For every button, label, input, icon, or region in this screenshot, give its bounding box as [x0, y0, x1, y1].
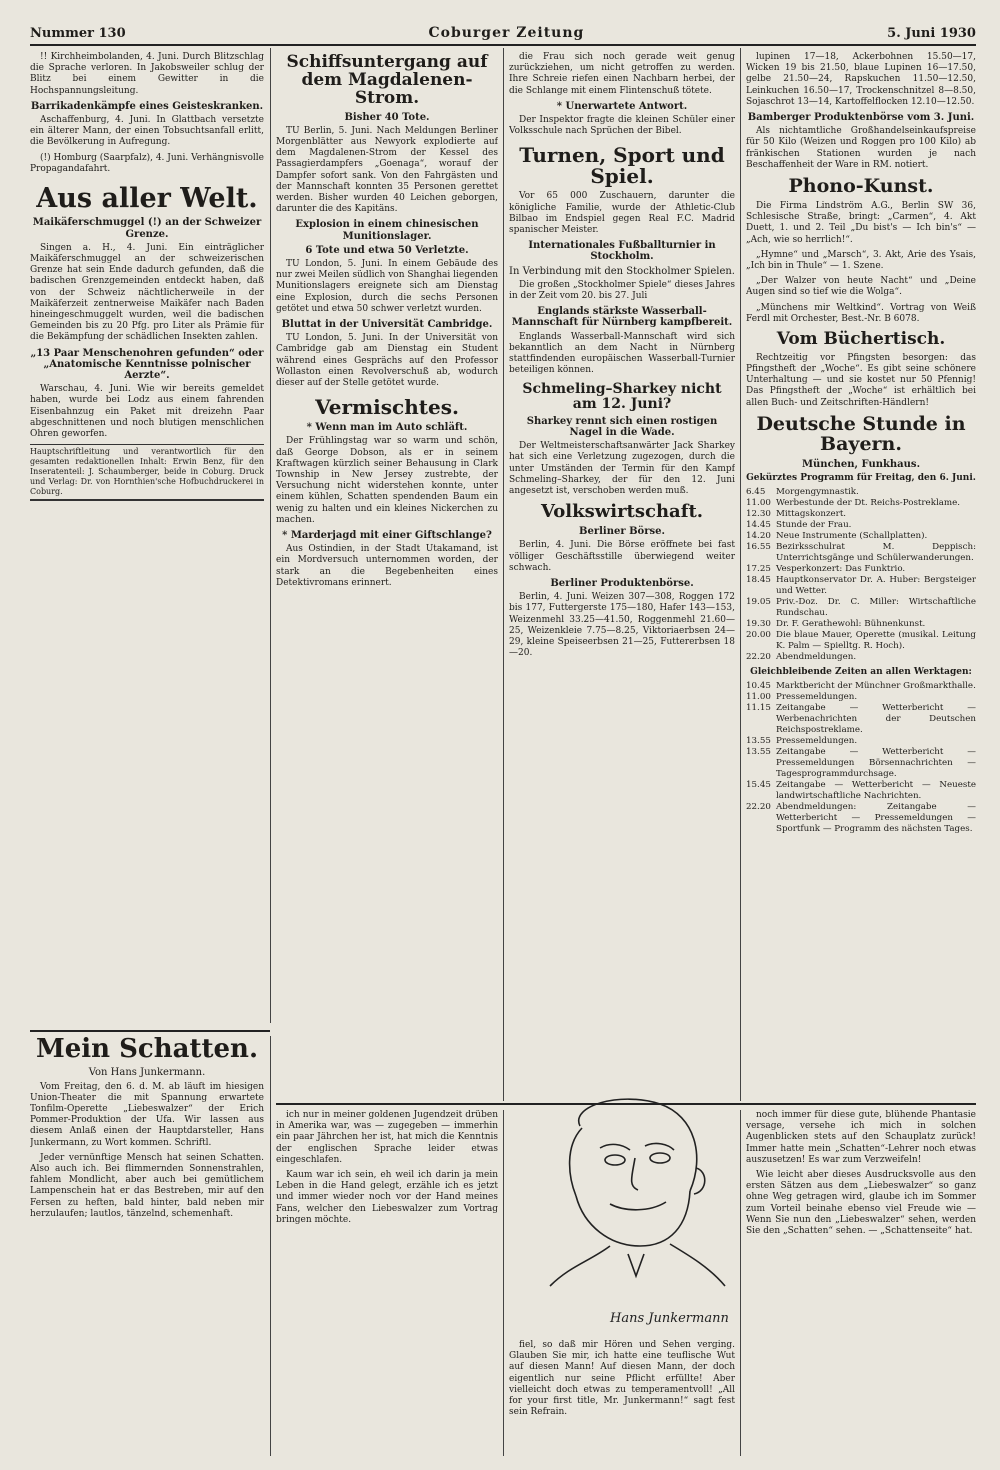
news-headline: Maikäferschmuggel (!) an der Schweizer Grenze. [32, 217, 262, 240]
schedule-time: 13.55 [746, 747, 771, 758]
column-rule [503, 1110, 504, 1456]
schedule-program: Abendmeldungen. [776, 652, 857, 663]
article-text: Englands Wasserball-Mannschaft wird sich bekanntlich an dem Nacht in Nürnberg stattfindenden europäischen Wasserball-Turnier beteiligen können. [509, 331, 735, 376]
schedule-program: Marktbericht der Münchner Großmarkthalle. [776, 681, 976, 692]
schedule-entry [746, 747, 976, 780]
issue-number: Nummer 130 [30, 25, 126, 41]
schedule-entry [746, 564, 976, 575]
schedule-time: 13.55 [746, 736, 771, 747]
section-title: Deutsche Stunde in Bayern. [756, 412, 966, 455]
news-headline: München, Funkhaus. [801, 458, 921, 470]
article-text: „Münchens mir Weltkind“. Vortrag von Weiß Ferdl mit Orchester, Best.-Nr. B 6078. [746, 302, 976, 324]
article-text: Kaum war ich sein, eh weil ich darin ja mein Leben in die Hand gelegt, erzähle ich es jetzt und immer wieder noch vor der Hand meines Fans, welcher den Liebeswalzer zum Vortrag bringen möchte. [276, 1170, 498, 1225]
schedule-entry [746, 652, 976, 663]
schedule-time: 11.15 [746, 703, 771, 714]
schedule-program: Zeitangabe — Wetterbericht — Neueste landwirtschaftliche Nachrichten. [776, 780, 976, 802]
schedule-entry [746, 681, 976, 692]
section-title: Phono-Kunst. [788, 175, 934, 198]
news-headline: 6 Tote und etwa 50 Verletzte. [305, 244, 469, 256]
news-headline: Bluttat in der Universität Cambridge. [281, 318, 493, 330]
column-rule [740, 1110, 741, 1456]
news-headline: Sharkey rennt sich einen rostigen Nagel in die Wade. [526, 415, 718, 439]
news-item: (!) Homburg (Saarpfalz), 4. Juni. Verhängnisvolle Propagandafahrt. [30, 152, 264, 174]
feuilleton-column-4 [746, 1110, 976, 1456]
schedule-entry [746, 498, 976, 509]
news-item: !! Kirchheimbolanden, 4. Juni. Durch Blitzschlag die Sprache verloren. In Jakobsweiler schlug der Blitz bei einem Gewitter in die Hochspannungsleitung. [30, 52, 264, 96]
section-title: Turnen, Sport und Spiel. [519, 143, 725, 189]
schedule-time: 6.45 [746, 487, 766, 498]
schedule-time: 22.20 [746, 652, 771, 663]
radio-schedule [746, 487, 976, 663]
article-text: Berlin, 4. Juni. Die Börse eröffnete bei fast völliger Geschäftsstille überwiegend weiter schwach. [509, 540, 735, 573]
news-headline: Berliner Produktenbörse. [550, 577, 694, 589]
schedule-entry [746, 597, 976, 619]
schedule-time: 15.45 [746, 780, 771, 791]
schedule-entry [746, 520, 976, 531]
schedule-program: Mittagskonzert. [776, 509, 847, 520]
imprint: Hauptschriftleitung und verantwortlich für den gesamten redaktionellen Inhalt: Erwin Benz, für den Inseratenteil: J. Schaumberger, beide in Coburg. Druck und Verlag: Dr. von Hornthien'sche Hofbuchdruckerei in Coburg. [30, 444, 264, 501]
schedule-program: Hauptkonservator Dr. A. Huber: Bergsteiger und Wetter. [776, 575, 976, 597]
news-item: Aschaffenburg, 4. Juni. In Glattbach versetzte ein älterer Mann, der einen Tobsuchtsanfall erlitt, die Bevölkerung in Aufregung. [30, 115, 264, 148]
schedule-program: Vesperkonzert: Das Funktrio. [776, 564, 906, 575]
column-2 [276, 52, 498, 1100]
news-subheadline: In Verbindung mit den Stockholmer Spielen. [509, 265, 735, 277]
schedule-program: Bezirksschulrat M. Deppisch: Unterrichtsgänge und Schülerwanderungen. [776, 542, 976, 564]
article-text: TU London, 5. Juni. In einem Gebäude des nur zwei Meilen südlich von Shanghai liegenden Munitionslagers ereignete sich am Dienstag eine Explosion, durch die sechs Personen getötet und etwa 50 schwer verletzt wurden. [276, 258, 498, 314]
article-text: Berlin, 4. Juni. Weizen 307—308, Roggen 172 bis 177, Futtergerste 175—180, Hafer 143—153, Weizenmehl 33.25—41.50, Roggenmehl 21.60—25, Weizenkleie 7.75—8.25, Viktoriaerbsen 24—29, kleine Speiseerbsen 21—25, Futtererbsen 18—20. [509, 592, 735, 659]
schedule-entry [746, 780, 976, 802]
schedule-entry [746, 736, 976, 747]
schedule-entry [746, 531, 976, 542]
article-text: Vom Freitag, den 6. d. M. ab läuft im hiesigen Union-Theater die mit Spannung erwartete Tonfilm-Operette „Liebeswalzer“ der Erich Pommer-Produktion der Ufa. Wir lassen aus diesem Anlaß einen der Hauptdarsteller, Hans Junkermann, zu Wort kommen. Schriftl. [30, 1081, 264, 1148]
article-text: die Frau sich noch gerade weit genug zurückziehen, um nicht getroffen zu werden. Ihre Schreie riefen einen Nachbarn herbei, der die Schlange mit einem Flintenschuß tötete. [509, 52, 735, 96]
article-text: Der Inspektor fragte die kleinen Schüler einer Volksschule nach Sprüchen der Bibel. [509, 115, 735, 137]
column-3 [509, 52, 735, 1100]
article-text: lupinen 17—18, Ackerbohnen 15.50—17, Wicken 19 bis 21.50, blaue Lupinen 16—17.50, gelbe 21.50—24, Rapskuchen 11.50—12.50, Leinkuchen 16.50—17, Trockenschnitzel 8—8.50, Sojaschrot 13—14, Kartoffelflocken 12.10—12.50. [746, 52, 976, 107]
schedule-entry [746, 487, 976, 498]
schedule-time: 17.25 [746, 564, 771, 575]
schedule-time: 11.00 [746, 692, 771, 703]
feuilleton-title: Mein Schatten. [35, 1036, 259, 1064]
column-rule [740, 48, 741, 1101]
news-subheadline: Gleichbleibende Zeiten an allen Werktagen: [750, 667, 972, 678]
schedule-time: 14.45 [746, 520, 771, 531]
article-text: Der Frühlingstag war so warm und schön, daß George Dobson, als er in seinem Kraftwagen kürzlich seiner Behausung in Clark Township in New Jersey zustrebte, der Versuchung nicht widerstehen konnte, unter einem kühlen, Schatten spendenden Baum ein wenig zu halten und ein kleines Nickerchen zu machen. [276, 436, 498, 525]
news-subheadline: Gekürztes Programm für Freitag, den 6. Juni. [746, 472, 976, 483]
schedule-time: 10.45 [746, 681, 771, 692]
feuilleton-column-3 [509, 1340, 735, 1456]
schedule-entry [746, 692, 976, 703]
schedule-program: Pressemeldungen. [776, 736, 858, 747]
column-1 [30, 52, 264, 1022]
schedule-time: 19.30 [746, 619, 771, 630]
article-text: fiel, so daß mir Hören und Sehen verging. Glauben Sie mir, ich hatte eine teuflische Wut auf diesen Mann! Auf diesen Mann, der doch eigentlich nur seine Pflicht erfüllte! Aber vielleicht doch etwas zu temperamentvoll! „All for your first title, Mr. Junkermann!“ sagt fest sein Refrain. [509, 1340, 735, 1418]
feuilleton-column-2 [276, 1110, 498, 1456]
article-text: Die großen „Stockholmer Spiele“ dieses Jahres in der Zeit vom 20. bis 27. Juli [509, 279, 735, 302]
news-headline: „13 Paar Menschenohren gefunden“ oder „Anatomische Kenntnisse polnischer Aerzte“. [30, 347, 264, 382]
schedule-program: Dr. F. Gerathewohl: Bühnenkunst. [776, 619, 926, 630]
schedule-entry [746, 703, 976, 736]
schedule-program: Neue Instrumente (Schallplatten). [776, 531, 928, 542]
schedule-program: Abendmeldungen: Zeitangabe — Wetterbericht — Pressemeldungen — Sportfunk — Programm des nächsten Tages. [776, 802, 976, 835]
schedule-program: Pressemeldungen. [776, 692, 858, 703]
schedule-time: 20.00 [746, 630, 771, 641]
masthead [30, 22, 976, 46]
news-item: Singen a. H., 4. Juni. Ein einträglicher Maikäferschmuggel an der schweizerischen Grenze hat sein Ende dadurch gefunden, daß die badischen Grenzgemeinden entdeckt haben, daß von der Schweiz nächtlicherweile in der Maikäferzeit zentnerweise Maikäfer nach Baden hineingeschmuggelt wurden, weil die badischen Gemeinden bis zu 20 Pfg. pro Liter als Prämie für die Bekämpfung der schädlichen Insekten zahlen. [30, 242, 264, 343]
caricature-portrait [510, 1086, 740, 1336]
section-title: Volkswirtschaft. [540, 501, 704, 523]
article-text: Jeder vernünftige Mensch hat seinen Schatten. Also auch ich. Bei flimmernden Sonnenstrahlen, fahlem Mondlicht, aber auch bei gemütlichem Lampenschein hat er das Bestreben, mir auf den Fersen zu heften, bald hinter, bald neben mir herzulaufen; lautlos, tänzelnd, schemenhaft. [30, 1152, 264, 1219]
article-text: „Hymne“ und „Marsch“, 3. Akt, Arie des Ysais, „Ich bin in Thule“ — 1. Szene. [746, 249, 976, 271]
schedule-entry [746, 575, 976, 597]
schedule-program: Die blaue Mauer, Operette (musikal. Leitung K. Palm — Spielltg. R. Hoch). [776, 630, 976, 652]
schedule-program: Priv.-Doz. Dr. C. Miller: Wirtschaftliche Rundschau. [776, 597, 976, 619]
article-text: Vor 65 000 Zuschauern, darunter die königliche Familie, wurde der Athletic-Club Bilbao im Endspiel gegen Real F.C. Madrid spanischer Meister. [509, 191, 735, 236]
section-title: Vom Büchertisch. [776, 329, 946, 349]
section-rule [30, 1030, 270, 1032]
feuilleton-author: Von Hans Junkermann. [88, 1067, 206, 1079]
section-title: Aus aller Welt. [36, 183, 258, 215]
schedule-entry [746, 542, 976, 564]
schedule-program: Zeitangabe — Wetterbericht — Werbenachrichten der Deutschen Reichspostreklame. [776, 703, 976, 736]
radio-schedule [746, 681, 976, 835]
news-headline: * Unerwartete Antwort. [556, 100, 688, 112]
article-text: TU Berlin, 5. Juni. Nach Meldungen Berliner Morgenblätter aus Newyork explodierte auf dem Magdalenen-Strom der Kessel des Passagierdampfers „Goenaga“, worauf der Dampfer sofort sank. Von den Fahrgästen und der Mannschaft konnten 35 Personen gerettet werden. Bisher wurden 40 Leichen geborgen, darunter die des Kapitäns. [276, 125, 498, 215]
article-text: Rechtzeitig vor Pfingsten besorgen: das Pfingstheft der „Woche“. Es gibt seine schönere Unterhaltung — und sie kostet nur 50 Pfennig! Das Pfingstheft der „Woche“ ist erhältlich bei allen Buch- und Zeitschriften-Händlern! [746, 352, 976, 408]
article-text: Der Weltmeisterschaftsanwärter Jack Sharkey hat sich eine Verletzung zugezogen, durch die unter Umständen der Termin für den Kampf Schmeling–Sharkey, der für den 12. Juni angesetzt ist, verschoben werden muß. [509, 441, 735, 497]
article-text: Wie leicht aber dieses Ausdrucksvolle aus den ersten Sätzen aus dem „Liebeswalzer“ so ganz ohne Weg getragen wird, glaube ich im Sommer zum Vorteil beinahe ebenso viel Freude wie — Wenn Sie nun den „Liebeswalzer“ sehen, werden Sie den „Schatten“ sehen. — „Schattenseite“ hat. [746, 1170, 976, 1237]
news-headline: * Marderjagd mit einer Giftschlange? [282, 530, 492, 542]
article-text: Als nichtamtliche Großhandelseinkaufspreise für 50 Kilo (Weizen und Roggen pro 100 Kilo) ab fränkischen Stationen wurden je nach Beschaffenheit der Ware in RM. notiert. [746, 126, 976, 170]
schedule-program: Zeitangabe — Wetterbericht — Pressemeldungen Börsennachrichten — Tagesprogrammdurchsage. [776, 747, 976, 780]
article-text: noch immer für diese gute, blühende Phantasie versage, versehe ich mich in solchen Augenblicken stets auf den Schauplatz zurück! Immer hatte mein „Schatten“-Lehrer noch etwas auszusetzen! Es war zum Verzweifeln! [746, 1110, 976, 1165]
signature: Hans Junkermann [610, 1311, 729, 1326]
schedule-program: Stunde der Frau. [776, 520, 852, 531]
schedule-program: Werbestunde der Dt. Reichs-Postreklame. [776, 498, 961, 509]
schedule-time: 22.20 [746, 802, 771, 813]
article-text: Aus Ostindien, in der Stadt Utakamand, ist ein Mordversuch unternommen worden, der stark an die Begebenheiten eines Detektivromans erinnert. [276, 544, 498, 588]
column-rule [270, 48, 271, 1023]
schedule-program: Morgengymnastik. [776, 487, 859, 498]
article-text: Die Firma Lindström A.G., Berlin SW 36, Schlesische Straße, bringt: „Carmen“, 4. Akt Duett, 1. und 2. Teil „Du bist's — Ich bin's“ — „Ach, wie so herrlich!“. [746, 200, 976, 245]
newspaper-name: Coburger Zeitung [428, 25, 585, 41]
article-text: „Der Walzer von heute Nacht“ und „Deine Augen sind so tief wie die Wolga“. [746, 276, 976, 298]
schedule-time: 14.20 [746, 531, 771, 542]
article-title: Schiffsuntergang auf dem Magdalenen-Strom. [286, 52, 488, 108]
news-headline: Berliner Börse. [579, 526, 665, 538]
news-headline: Englands stärkste Wasserball-Mannschaft für Nürnberg kampfbereit. [511, 306, 733, 329]
schedule-time: 12.30 [746, 509, 771, 520]
news-headline: Internationales Fußballturnier in Stockholm. [528, 240, 716, 263]
column-rule [503, 48, 504, 1101]
schedule-time: 18.45 [746, 575, 771, 586]
issue-date: 5. Juni 1930 [887, 25, 976, 41]
news-headline: Barrikadenkämpfe eines Geisteskranken. [30, 100, 264, 112]
schedule-time: 16.55 [746, 542, 771, 553]
feuilleton-column-1 [30, 1036, 264, 1456]
article-text: ich nur in meiner goldenen Jugendzeit drüben in Amerika war, was — zugegeben — immerhin ein paar Jährchen her ist, hat mich die Kenntnis der englischen Sprache leider etwas eingeschlafen. [276, 1110, 498, 1165]
news-headline: Bamberger Produktenbörse vom 3. Juni. [747, 112, 975, 124]
schedule-entry [746, 802, 976, 835]
schedule-entry [746, 619, 976, 630]
schedule-entry [746, 509, 976, 520]
news-item: Warschau, 4. Juni. Wie wir bereits gemeldet haben, wurde bei Lodz aus einem fahrenden Eisenbahnzug ein Paket mit dreizehn Paar abgeschnittenen und noch blutigen menschlichen Ohren geworfen. [30, 384, 264, 440]
schedule-entry [746, 630, 976, 652]
schedule-time: 19.05 [746, 597, 771, 608]
news-headline: * Wenn man im Auto schläft. [306, 422, 468, 434]
section-title: Schmeling–Sharkey nicht am 12. Juni? [522, 381, 722, 413]
column-4 [746, 52, 976, 1100]
article-subtitle: Bisher 40 Tote. [344, 111, 430, 123]
section-title: Vermischtes. [315, 395, 459, 420]
news-headline: Explosion in einem chinesischen Munitionslager. [295, 219, 479, 242]
column-rule [270, 1036, 271, 1456]
schedule-time: 11.00 [746, 498, 771, 509]
article-text: TU London, 5. Juni. In der Universität von Cambridge gab am Dienstag ein Student während eines Gesprächs auf den Professor Wollaston einen Revolverschuß ab, wodurch dieser auf der Stelle getötet wurde. [276, 333, 498, 388]
